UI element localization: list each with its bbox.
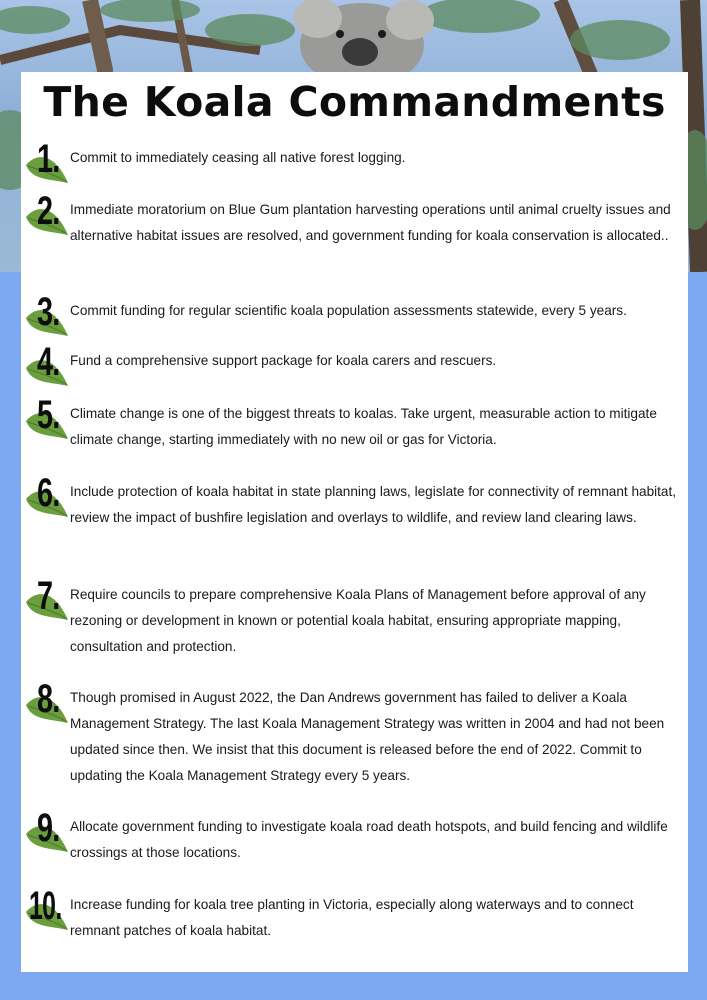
item-number: 6. <box>37 471 60 515</box>
item-number: 9. <box>37 806 60 850</box>
item-text: Climate change is one of the biggest threats to koalas. Take urgent, measurable action to mitigate climate change, starting immediately with no new oil or gas for Victoria. <box>70 406 657 447</box>
item-text: Increase funding for koala tree planting in Victoria, especially along waterways and to connect remnant patches of koala habitat. <box>70 897 634 938</box>
item-number: 10. <box>29 884 62 928</box>
item-number: 3. <box>37 290 60 334</box>
number-badge <box>24 393 70 445</box>
item-text: Require councils to prepare comprehensive Koala Plans of Management before approval of any rezoning or development in known or potential koala habitat, ensuring appropriate mapping, consultation and protection. <box>70 587 646 654</box>
number-badge <box>24 806 70 858</box>
item-text: Commit funding for regular scientific koala population assessments statewide, every 5 years. <box>70 303 627 318</box>
item-number: 1. <box>37 137 60 181</box>
item-number: 8. <box>37 677 60 721</box>
number-badge <box>24 884 70 936</box>
item-number: 4. <box>37 340 60 384</box>
item-number: 7. <box>37 574 60 618</box>
number-badge <box>24 471 70 523</box>
number-badge <box>24 574 70 626</box>
item-text: Immediate moratorium on Blue Gum plantation harvesting operations until animal cruelty issues and alternative habitat issues are resolved, and government funding for koala conservation is allocated.. <box>70 202 671 243</box>
number-badge <box>24 677 70 729</box>
item-text: Include protection of koala habitat in state planning laws, legislate for connectivity of remnant habitat, review the impact of bushfire legislation and overlays to wildlife, and review land clearing laws. <box>70 484 677 525</box>
number-badge <box>24 340 70 392</box>
item-number: 5. <box>37 393 60 437</box>
number-badge <box>24 189 70 241</box>
page-title: The Koala Commandments <box>43 78 666 126</box>
item-text: Though promised in August 2022, the Dan Andrews government has failed to deliver a Koala Management Strategy. The last Koala Management Strategy was written in 2004 and had not been updated since then. We insist that this document is released before the end of 2022. Commit to updating the Koala Management Strategy every 5 years. <box>70 690 665 783</box>
number-badge <box>24 137 70 189</box>
number-badge <box>24 290 70 342</box>
item-text: Allocate government funding to investigate koala road death hotspots, and build fencing and wildlife crossings at those locations. <box>70 819 668 860</box>
item-text: Fund a comprehensive support package for koala carers and rescuers. <box>70 353 497 368</box>
item-number: 2. <box>37 189 60 233</box>
item-text: Commit to immediately ceasing all native forest logging. <box>70 150 406 165</box>
commandments-card <box>21 72 688 972</box>
